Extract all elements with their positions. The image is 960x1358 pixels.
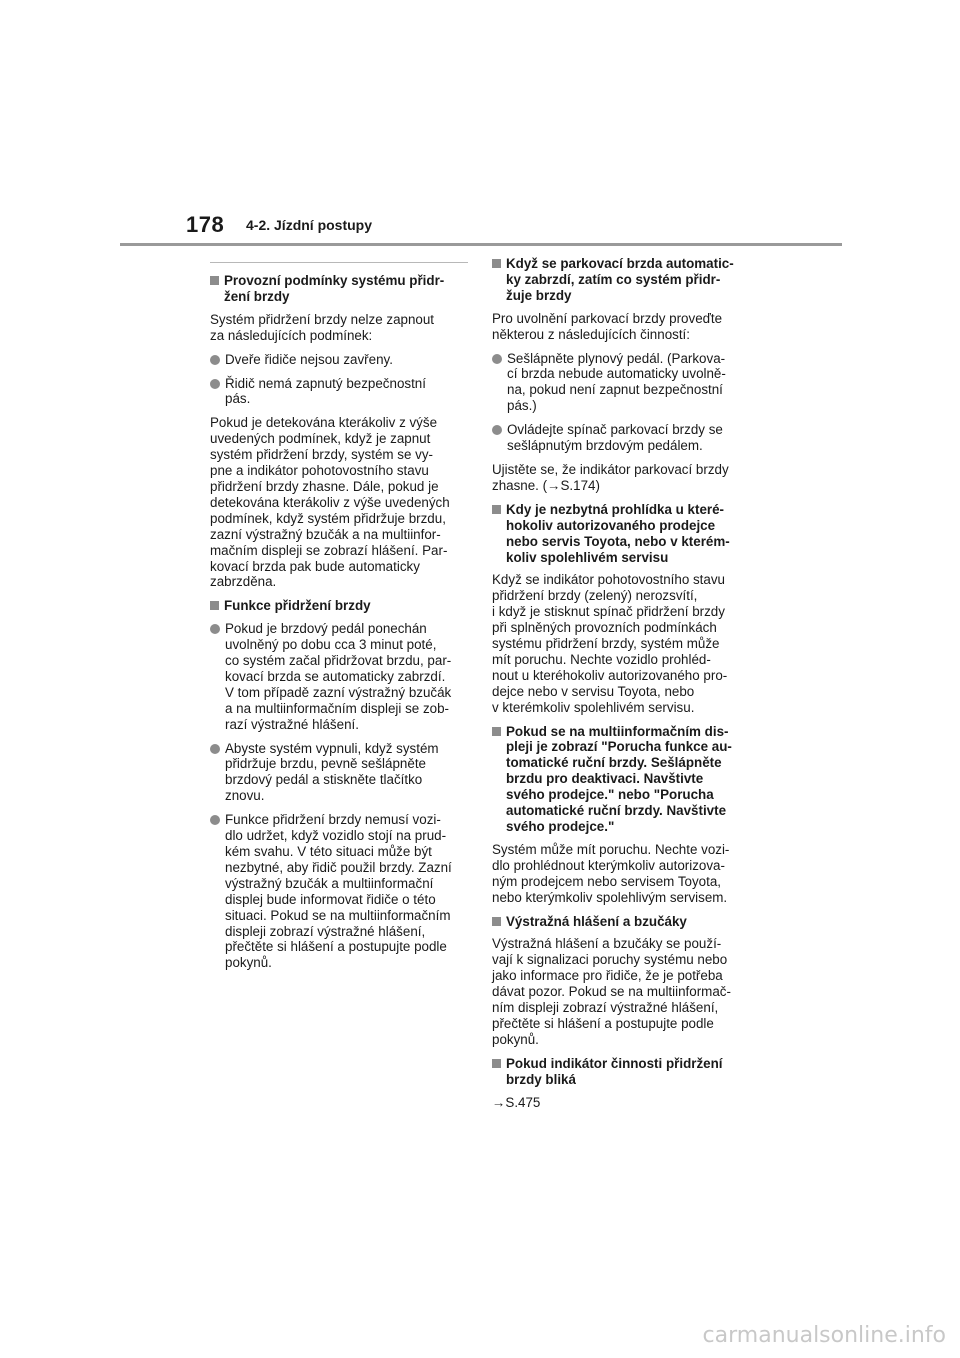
section-heading <box>492 1056 750 1088</box>
text-line: Pokud je brzdový pedál ponechán <box>225 621 427 637</box>
square-bullet-icon <box>492 727 501 736</box>
square-bullet-icon <box>492 917 501 926</box>
circle-bullet-icon <box>492 425 502 435</box>
text-line: svého prodejce." nebo "Porucha <box>506 787 714 803</box>
text-line: Pokud indikátor činnosti přidržení <box>506 1055 723 1071</box>
circle-bullet-icon <box>210 744 220 754</box>
square-bullet-icon <box>210 276 219 285</box>
text-line: displej bude informovat řidiče o této <box>225 891 436 907</box>
text-line: brzdu pro deaktivaci. Navštivte <box>506 771 704 787</box>
text-line: vají k signalizaci poruchy systému nebo <box>492 952 728 968</box>
text-line: Výstražná hlášení a bzučáky <box>506 913 687 929</box>
text-line: V tom případě zazní výstražný bzučák <box>225 684 452 700</box>
text-line: brzdový pedál a stiskněte tlačítko <box>225 772 423 788</box>
text-line: ky zabrzdí, zatím co systém přidr- <box>506 271 721 287</box>
body-paragraph <box>492 842 750 906</box>
text-line: přečtěte si hlášení a postupujte podle <box>492 1015 714 1031</box>
text-line: Systém přidržení brzdy nelze zapnout <box>210 311 435 327</box>
text-line: Systém může mít poruchu. Nechte vozi- <box>492 841 730 857</box>
text-line: podmínek, když systém přidržuje brzdu, <box>210 510 446 526</box>
text-line: nebo kterýmkoliv spolehlivým servisem. <box>492 889 728 905</box>
bullet-item <box>492 351 750 415</box>
text-line: co systém začal přidržovat brzdu, par- <box>225 653 452 669</box>
body-paragraph <box>492 462 750 494</box>
body-paragraph <box>210 312 468 344</box>
text-line: hokoliv autorizovaného prodejce <box>506 517 716 533</box>
page-header <box>0 0 960 250</box>
text-line: mačním displeji se zobrazí hlášení. Par- <box>210 542 448 558</box>
circle-bullet-icon <box>210 379 220 389</box>
text-line: dlo prohlédnout kterýmkoliv autorizova- <box>492 857 725 873</box>
text-line: při splněných provozních podmínkách <box>492 620 717 636</box>
bullet-item <box>210 741 468 805</box>
text-line: detekována kterákoliv z výše uvedených <box>210 494 450 510</box>
text-line: Pokud je detekována kterákoliv z výše <box>210 415 438 431</box>
text-line: kém svahu. V této situaci může být <box>225 844 432 859</box>
text-line: Sešlápněte plynový pedál. (Parkova- <box>507 350 726 366</box>
circle-bullet-icon <box>210 355 220 365</box>
circle-bullet-icon <box>492 354 502 364</box>
square-bullet-icon <box>492 505 501 514</box>
body-paragraph <box>492 572 750 715</box>
text-line: Pro uvolnění parkovací brzdy proveďte <box>492 310 723 326</box>
text-line: dlo udržet, když vozidlo stojí na prud- <box>225 828 447 844</box>
right-blocks <box>492 256 750 1111</box>
text-line: kovací brzda se automaticky zabrzdí. <box>225 668 446 684</box>
text-line: na, pokud není zapnut bezpečnostní <box>507 382 723 398</box>
text-line: Když se parkovací brzda automatic- <box>506 256 734 271</box>
text-line: uvolněný po dobu cca 3 minut poté, <box>225 637 437 653</box>
text-line: svého prodejce." <box>506 819 615 834</box>
text-line: uvedených podmínek, když je zapnut <box>210 431 431 447</box>
column-top-rule <box>210 262 468 263</box>
text-line: dejce nebo v servisu Toyota, nebo <box>492 683 695 699</box>
text-line: přečtěte si hlášení a postupujte podle <box>225 939 447 955</box>
text-line: situaci. Pokud se na multiinformačním <box>225 907 451 923</box>
square-bullet-icon <box>210 601 219 610</box>
text-line: ním displeji zobrazí výstražné hlášení, <box>492 1000 719 1016</box>
text-line: cí brzda nebude automaticky uvolně- <box>507 366 726 382</box>
text-line: pne a indikátor pohotovostního stavu <box>210 463 429 479</box>
text-line: pokynů. <box>492 1031 539 1047</box>
text-line: systém přidržení brzdy, systém se vy- <box>210 447 433 463</box>
text-line: koliv spolehlivém servisu <box>506 549 669 565</box>
text-line: pokynů. <box>225 955 272 971</box>
section-heading <box>492 914 750 930</box>
text-line: Funkce přidržení brzdy nemusí vozi- <box>225 812 441 828</box>
chapter-title: 4-2. Jízdní postupy <box>246 217 373 233</box>
text-line: sešlápnutým brzdovým pedálem. <box>507 438 703 454</box>
body-paragraph <box>210 415 468 590</box>
text-line: v kterémkoliv spolehlivém servisu. <box>492 699 695 715</box>
left-column <box>210 256 468 979</box>
text-line: a na multiinformačním displeji se zob- <box>225 700 450 716</box>
text-line: Řidič nemá zapnutý bezpečnostní <box>225 375 426 391</box>
text-line: nezbytné, aby řidič použil brzdy. Zazní <box>225 859 452 875</box>
text-line: žuje brzdy <box>506 287 572 303</box>
text-line: pleji je zobrazí "Porucha funkce au- <box>506 739 732 755</box>
text-line: žení brzdy <box>224 288 290 304</box>
text-line: ným prodejcem nebo servisem Toyota, <box>492 873 721 889</box>
text-line: nebo servis Toyota, nebo v kterém- <box>506 533 730 549</box>
text-line: i když je stisknut spínač přidržení brzdy <box>492 604 725 620</box>
text-line: některou z následujících činností: <box>492 326 690 342</box>
text-line: pás. <box>225 391 251 407</box>
text-line: Ovládejte spínač parkovací brzdy se <box>507 422 723 438</box>
text-line: Kdy je nezbytná prohlídka u které- <box>506 501 725 517</box>
text-line: přidržuje brzdu, pevně sešlápněte <box>225 756 426 772</box>
text-line: Pokud se na multiinformačním dis- <box>506 723 729 739</box>
circle-bullet-icon <box>210 624 220 634</box>
text-line: zhasne. (→S.174) <box>492 477 600 493</box>
header-divider <box>120 243 842 246</box>
body-paragraph <box>492 311 750 343</box>
text-line: Když se indikátor pohotovostního stavu <box>492 572 725 588</box>
left-blocks <box>210 273 468 971</box>
bullet-item <box>210 352 468 368</box>
section-heading <box>492 502 750 566</box>
text-line: Dveře řidiče nejsou zavřeny. <box>225 351 393 367</box>
text-line: pás.) <box>507 398 537 414</box>
text-line: dávat pozor. Pokud se na multiinformač- <box>492 984 731 1000</box>
body-paragraph <box>492 936 750 1047</box>
text-line: přidržení brzdy zhasne. Dále, pokud je <box>210 478 439 494</box>
text-line: Funkce přidržení brzdy <box>224 598 371 614</box>
right-column <box>492 256 750 1119</box>
text-line: brzdy bliká <box>506 1071 576 1087</box>
bullet-item <box>210 812 468 971</box>
text-line: Abyste systém vypnuli, když systém <box>225 740 439 756</box>
text-line: znovu. <box>225 788 265 804</box>
text-line: tomatické ruční brzdy. Sešlápněte <box>506 755 722 771</box>
square-bullet-icon <box>492 1059 501 1068</box>
square-bullet-icon <box>492 259 501 268</box>
text-line: systému přidržení brzdy, systém může <box>492 636 720 652</box>
text-line: razí výstražné hlášení. <box>225 716 359 732</box>
text-line: za následujících podmínek: <box>210 327 373 343</box>
bullet-item <box>210 376 468 408</box>
text-line: automatické ruční brzdy. Navštivte <box>506 803 727 819</box>
text-line: zabrzděna. <box>210 574 277 590</box>
text-line: jako informace pro řidiče, že je potřeba <box>492 968 723 984</box>
text-line: zazní výstražný bzučák a na multiinfor- <box>210 526 441 542</box>
watermark-text: carmanualsonline.info <box>702 1323 946 1348</box>
text-line: kovací brzda pak bude automaticky <box>210 558 420 574</box>
text-line: Výstražná hlášení a bzučáky se použí- <box>492 936 722 952</box>
section-heading <box>492 256 750 304</box>
text-line: výstražný bzučák a multiinformační <box>225 875 434 891</box>
text-line: nout u kteréhokoliv autorizovaného pro- <box>492 667 728 683</box>
text-line: Provozní podmínky systému přidr- <box>224 273 445 288</box>
section-heading <box>492 724 750 835</box>
circle-bullet-icon <box>210 815 220 825</box>
text-line: →S.475 <box>492 1094 541 1110</box>
text-line: Ujistěte se, že indikátor parkovací brzdy <box>492 461 729 477</box>
text-line: přidržení brzdy (zelený) nerozsvítí, <box>492 588 698 604</box>
section-heading <box>210 273 468 305</box>
section-heading <box>210 598 468 614</box>
bullet-item <box>210 621 468 732</box>
body-paragraph <box>492 1095 750 1111</box>
text-line: mít poruchu. Nechte vozidlo prohléd- <box>492 651 711 667</box>
bullet-item <box>492 422 750 454</box>
page-number: 178 <box>186 212 225 237</box>
text-line: displeji zobrazí výstražné hlášení, <box>225 923 426 939</box>
